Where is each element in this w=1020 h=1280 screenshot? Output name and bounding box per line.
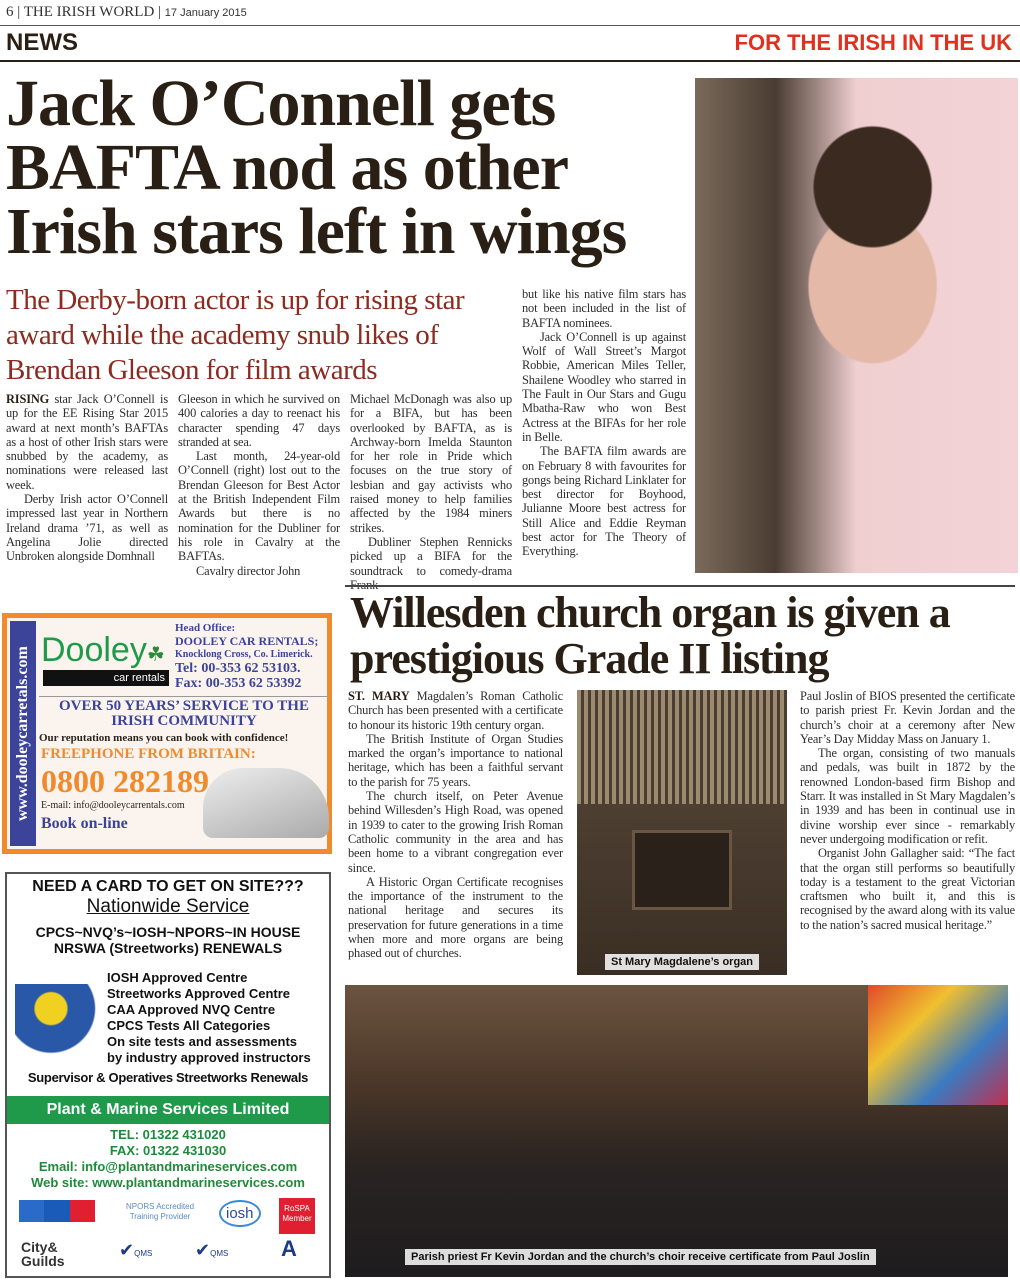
choir-photo [345, 985, 1008, 1277]
divider [0, 25, 1020, 26]
dooley-logo: Dooley☘ [41, 631, 165, 669]
organ-caption: St Mary Magdalene’s organ [605, 954, 759, 970]
ad-line: NRSWA (Streetworks) RENEWALS [53, 940, 283, 956]
car-image [203, 768, 329, 838]
organ-console [632, 830, 732, 910]
stained-glass [868, 985, 1008, 1105]
city-guilds-logo: City& Guilds [21, 1239, 65, 1269]
story1-col1: RISING star Jack O’Connell is up for the EE Rising Star 2015 award at next month’s BAFTAs as a host of other Irish stars were snubbed by the academy, as nominations were released last week. Derby Irish actor O’Connell impressed last year in Northern Ireland drama ’71, as well as Angelina Jolie directed Unbroken alongside Domhnall [6, 392, 168, 564]
jack-oconnell-photo [695, 78, 1018, 573]
sqa-logo: A [281, 1236, 297, 1261]
office-block: Head Office: DOOLEY CAR RENTALS; Knocklong Cross, Co. Limerick. Tel: 00-353 62 53103. Fax: 00-353 62 53392 [175, 622, 319, 691]
section-label: NEWS [6, 29, 78, 56]
tagline: FOR THE IRISH IN THE UK [734, 30, 1012, 55]
dooley-ad[interactable] [2, 613, 332, 854]
ad-line: CPCS~NVQ’s~IOSH~NPORS~IN HOUSE [35, 924, 301, 940]
qms-ohsas-logo: ✔QMS [119, 1240, 153, 1260]
story1-col2: Gleeson in which he survived on 400 calories a day to reenact his character spending 47 days stranded at sea. Last month, 24-year-old O’Connell (right) lost out to the Brendan Gleeson for Best Actor at the British Independent Film Awards but there is no nomination for the Dubliner for his role in Cavalry at the BAFTAs. Cavalry director John [178, 392, 340, 578]
freephone: FREEPHONE FROM BRITAIN: [41, 746, 256, 762]
qms-iso-logo: ✔QMS [195, 1240, 229, 1260]
accreditation-logos [19, 1196, 319, 1276]
divider [0, 60, 1020, 62]
ad-title: NEED A CARD TO GET ON SITE??? [32, 878, 304, 895]
npors-logo: NPORS Accredited Training Provider [125, 1202, 195, 1221]
organ-photo [577, 690, 787, 975]
story1-col4: but like his native film stars has not been included in the list of BAFTA nominees. Jack O’Connell is up against Wolf of Wall Street’s Margot Robbie, American Miles Teller, Shailene Woodley who starred in The Fault in Our Stars and Gugu Mbatha-Raw who won Best Actress at the BIFAs for her role in Belle. The BAFTA film awards are on February 8 with favourites for gongs being Richard Linklater for best director for Boyhood, Julianne Moore best actress for Still Alice and Eddie Reyman best actor for The Theory of Everything. [522, 287, 686, 559]
iosh-logo: iosh [219, 1200, 261, 1227]
story2-col2: Paul Joslin of BIOS presented the certificate to parish priest Fr. Kevin Jordan and the church’s choir at a ceremony after New Year’s Day Midday Mass on January 1. The organ, consisting of two manuals and pedals, was built in 1872 by the renowned London-based firm Bishop and Starr. It was installed in St Mary Magdalen’s in 1939 and has been in continual use in divine worship ever since - remarkably never undergoing modification or refit. Organist John Gallagher said: “The fact that the organ still performs so beautifully today is a testament to the great Victorian craftsmen who built it, and this is recognised by the award along with its value to the nation’s sacred musical heritage.” [800, 689, 1015, 932]
subheadline: The Derby-born actor is up for rising star award while the academy snub likes of Brendan Gleeson for film awards [6, 284, 465, 386]
supervisor-line: Supervisor & Operatives Streetworks Renewals [27, 1070, 309, 1085]
book-online-link[interactable]: Book on-line [41, 815, 128, 832]
story2-col1: ST. MARY Magdalen’s Roman Catholic Church has been presented with a certificate to honour its historic 19th century organ. The British Institute of Organ Studies marked the organ’s importance to national heritage, which has been a faithful servant to the parish for 75 years. The church itself, on Peter Avenue behind Willesden’s High Road, was opened in 1939 to cater to the growing Irish Roman Catholic community in the area and has been home to a vibrant congregation ever since. A Historic Organ Certificate recognises the importance of the instrument to the national heritage and secures its preservation for future generations in a time when more and more organs are being phased out of churches. [348, 689, 564, 961]
story1-col3: Michael McDonagh was also up for a BIFA, but has been overlooked by BAFTA, as is Archway-born Imelda Staunton for her role in Pride which focuses on the true story of lesbian and gay activists who raised money to help families affected by the 1984 miners strikes. Dubliner Stephen Rennicks picked up a BIFA for the soundtrack to comedy-drama [350, 392, 512, 578]
service-line: OVER 50 YEARS’ SERVICE TO THE IRISH COMMUNITY [39, 696, 329, 729]
photo-caption: Parish priest Fr Kevin Jordan and the church’s choir receive certificate from Paul Joslin [405, 1249, 876, 1265]
caa-logo [19, 1200, 95, 1222]
email[interactable]: E-mail: info@dooleycarrentals.com [41, 800, 185, 811]
contact-block: TEL: 01322 431020 FAX: 01322 431030 Email: info@plantandmarineservices.com Web site: www.plantandmarineservices.com [31, 1127, 305, 1190]
folio: 6 | THE IRISH WORLD | 17 January 2015 [6, 4, 247, 20]
logo-sub: car rentals [43, 670, 169, 686]
divider [345, 585, 1015, 587]
approval-list: IOSH Approved Centre Streetworks Approved Centre CAA Approved NVQ Centre CPCS Tests All Categories On site tests and assessments by industry approved instructors [107, 970, 311, 1065]
phone-number[interactable]: 0800 282189 [41, 763, 209, 799]
rospa-logo: RoSPA Member [279, 1198, 315, 1234]
reputation: Our reputation means you can book with confidence! [39, 732, 289, 744]
nationwide: Nationwide Service [86, 896, 250, 917]
company-banner: Plant & Marine Services Limited [7, 1096, 329, 1124]
headline: Jack O’Connell gets BAFTA nod as other Irish stars left in wings [6, 67, 627, 268]
worker-image [15, 984, 105, 1066]
ad-url: www.dooleycarretals.com [10, 621, 36, 846]
headline-2: Willesden church organ is given a prestigious Grade II listing [350, 588, 950, 683]
plant-marine-ad[interactable] [5, 872, 331, 1278]
